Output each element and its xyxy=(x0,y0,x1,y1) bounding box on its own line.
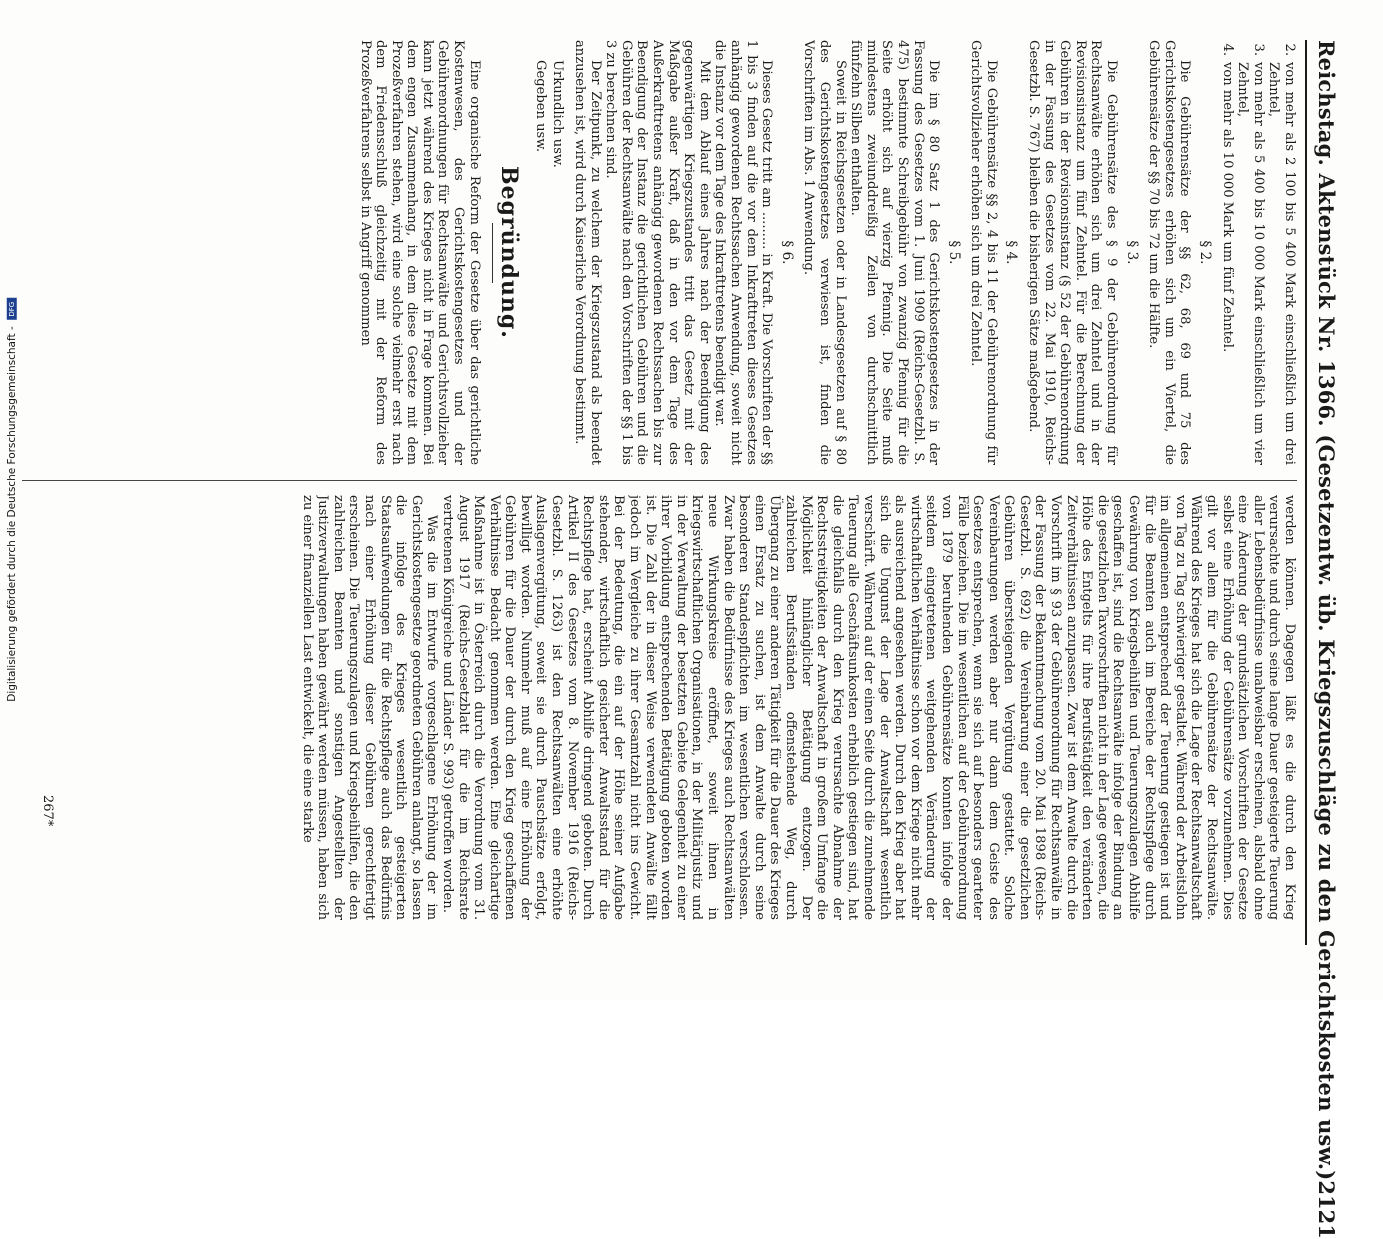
section-text-3: Die Gebührensätze des § 9 der Gebührenordnung für Rechtsanwälte erhöhen sich um drei Zehntel und in der Revisionsinstanz um fünf Zehntel. Für die Berechnung der Gebühren in der Revisionsinstanz (§ 52 der Gebührenordnung in der Fassung des Gesetzes vom 22. Mai 1910, Reichs-Gesetzbl. S. 767) bleiben die bisherigen Sätze maßgebend. xyxy=(1026,40,1120,465)
header-page-number: 2121 xyxy=(1314,1180,1340,1239)
left-column xyxy=(27,40,1297,465)
list-item xyxy=(1219,40,1235,465)
begruendung-text: Eine organische Reform der Gesetze über das gerichtliche Kostenwesen, des Gerichtskostengesetzes und der Gebührenordnungen für Rechtsanwälte und Gerichtsvollzieher kann jetzt während des Krieges nicht in Frage kommen. Bei dem engen Zusammenhang, in dem diese Gesetze mit dem Prozeßverfahren stehen, wird eine solche vielmehr erst nach dem Friedensschluß gleichzeitig mit der Reform des Prozeßverfahrens selbst in Angriff genommen xyxy=(357,40,482,465)
list-number: 2. xyxy=(1282,43,1297,56)
section-title-3: § 3. xyxy=(1123,240,1140,265)
section-text-5a: Die im § 80 Satz 1 des Gerichtskostengesetzes in der Fassung des Gesetzes vom 1. Juni 1909 (Reichs-Gesetzbl. S. 475) bestimmte Schreibgebühr von zwanzig Pfennig für die Seite erhöht sich auf vierzig Pfennig. Die Seite muß mindestens zweiunddreißig Zeilen von durchschnittlich fünfzehn Silben enthalten. xyxy=(848,40,942,465)
list-text: von mehr als 10 000 Mark um fünf Zehntel. xyxy=(1219,62,1235,353)
section-title-4: § 4. xyxy=(1003,240,1020,265)
section-title-5: § 5. xyxy=(945,240,962,265)
right-paragraph-2: Was die im Entwurfe vorgeschlagene Erhöhung der im Gerichtskostengesetze geordneten Gebühren anlangt, so lassen die infolge des Krieges wesentlich gesteigerten Staatsaufwendungen für die Rechtspflege auch das Bedürfnis nach einer Erhöhung dieser Gebühren gerechtfertigt erscheinen. Die Teuerungszulagen und Kriegsbeihilfen, die den zahlreichen Beamten und sonstigen Angestellten der Justizverwaltungen haben gewährt werden müssen, haben sich zu einer finanziellen Last entwickelt, die eine starke xyxy=(299,495,440,920)
section-title-2: § 2. xyxy=(1197,240,1214,265)
list-number: 4. xyxy=(1219,43,1235,56)
dfg-logo: DFG xyxy=(7,298,17,320)
running-header xyxy=(1305,40,1347,1239)
right-paragraph-1: werden können. Dagegen läßt es die durch den Krieg verursachte und durch seine lange Dauer gesteigerte Teuerung aller Lebensbedürfnisse unabweisbar erscheinen, alsbald ohne eine Änderung der grundsätzlichen Vorschriften der Gesetze selbst eine Erhöhung der Gebührensätze vorzunehmen. Dies gilt vor allem für die Gebührensätze der Rechtsanwälte. Während des Krieges hat sich die Lage der Rechtsanwaltschaft von Tag zu Tag schwieriger gestaltet. Während der Arbeitslohn im allgemeinen entsprechend der Teuerung gestiegen ist und für die Beamten auch im Bereiche der Rechtspflege durch Gewährung von Kriegsbeihilfen und Teuerungszulagen Abhilfe geschaffen ist, sind die Rechtsanwälte infolge der Bindung an die gesetzlichen Taxvorschriften nicht in der Lage gewesen, die Höhe des Entgelts für ihre Berufstätigkeit den veränderten Zeitverhältnissen anzupassen. Zwar ist dem Anwalte durch die Vorschrift im § 93 der Gebührenordnung für Rechtsanwälte in der Fassung der Bekanntmachung vom 20. Mai 1898 (Reichs-Gesetzbl. S. 692) die Vereinbarung einer die gesetzlichen Gebühren übersteigenden Vergütung gestattet. Solche Vereinbarungen werden aber nur dann dem Geiste des Gesetzes entsprechen, wenn sie sich auf besonders gearteter Fälle beziehen. Die im wesentlichen auf der Gebührenordnung von 1879 beruhenden Gebührensätze konnten infolge der seitdem eingetretenen weitgehenden Veränderung der wirtschaftlichen Verhältnisse schon vor dem Kriege nicht mehr als ausreichend angesehen werden. Durch den Krieg aber hat sich die Ungunst der Lage der Anwaltschaft wesentlich verschärft. Während auf der einen Seite durch die zunehmende Teuerung alle Geschäftsunkosten erheblich gestiegen sind, hat die gleichfalls durch den Krieg verursachte Abnahme der Rechtsstreitigkeiten der Anwaltschaft in großem Umfange die Möglichkeit hinlänglicher Betätigung entzogen. Der zahlreichen Berufsständen offenstehende Weg, durch Übergang zu einer anderen Tätigkeit für die Dauer des Krieges einen Ersatz zu suchen, ist dem Anwalte durch seine besonderen Standespflichten im wesentlichen verschlossen. Zwar haben die Bedürfnisse des Krieges auch Rechtsanwälten neue Wirkungskreise eröffnet, soweit ihnen in kriegswirtschaftlichen Organisationen, in der Militärjustiz und in der Verwaltung der besetzten Gebiete Gelegenheit zu einer ihrer Vorbildung entsprechenden Betätigung geboten worden ist. Die Zahl der in dieser Weise verwendeten Anwälte fällt jedoch im Vergleiche zu ihrer Gesamtzahl nicht ins Gewicht. Bei der Bedeutung, die ein auf der Höhe seiner Aufgabe stehender, wirtschaftlich gesicherter Anwaltsstand für die Rechtspflege hat, erscheint Abhilfe dringend geboten. Durch Artikel II des Gesetzes vom 8. November 1916 (Reichs-Gesetzbl. S. 1263) ist den Rechtsanwälten eine erhöhte Auslagenvergütung, soweit sie durch Pauschsätze erfolgt, bewilligt worden. Nunmehr muß auf eine Erhöhung der Gebühren für die Dauer der durch den Krieg geschaffenen Verhältnisse Bedacht genommen werden. Eine gleichartige Maßnahme ist in Österreich durch die Verordnung vom 31. August 1917 (Reichs-Gesetzblatt für die im Reichsrate vertretenen Königreiche und Länder S. 993) getroffen worden. xyxy=(439,495,1297,920)
closing-formula-1: Urkundlich usw. xyxy=(550,60,566,168)
section-text-6c: Der Zeitpunkt, zu welchem der Kriegszustand als beendet anzusehen ist, wird durch Kaiserliche Verordnung bestimmt. xyxy=(572,40,603,465)
list-text: von mehr als 2 100 bis 5 400 Mark einschließlich um drei Zehntel, xyxy=(1266,62,1297,465)
list-text: von mehr als 5 400 bis 10 000 Mark einschließlich um vier Zehntel, xyxy=(1235,62,1266,465)
section-text-6b: Mit dem Ablauf eines Jahres nach der Beendigung des gegenwärtigen Kriegszustandes tritt das Gesetz mit der Maßgabe außer Kraft, daß in den vor dem Tage des Außerkrafttretens anhängig gewordenen Rechtssachen bis zur Beendigung der Instanz die gerichtlichen Gebühren und die Gebühren der Rechtsanwälte nach den Vorschriften der §§ 1 bis 3 zu berechnen sind. xyxy=(603,40,712,465)
begruendung-heading: Begründung. xyxy=(496,166,523,339)
list-number: 3. xyxy=(1250,43,1266,56)
side-credit xyxy=(0,0,24,1000)
section-title-6: § 6. xyxy=(778,240,795,265)
credit-text: Digitalisierung gefördert durch die Deutsche Forschungsgemeinschaft - xyxy=(6,326,19,702)
section-text-2: Die Gebührensätze der §§ 62, 68, 69 und 75 des Gerichtskostengesetzes erhöhen sich um ein Viertel, die Gebührensätze der §§ 70 bis 72 um die Hälfte. xyxy=(1146,40,1193,465)
heading-divider xyxy=(492,223,493,283)
closing-formula-2: Gegeben usw. xyxy=(532,60,548,153)
section-text-4: Die Gebührensätze §§ 2, 4 bis 11 der Gebührenordnung für Gerichtsvollzieher erhöhen sich um drei Zehntel. xyxy=(968,40,999,465)
column-divider xyxy=(22,480,1297,481)
section-text-5b: Soweit in Reichsgesetzen oder in Landesgesetzen auf § 80 des Gerichtskostengesetzes verwiesen ist, finden die Vorschriften im Abs. 1 Anwendung. xyxy=(801,40,848,465)
folio-number: 267* xyxy=(40,795,55,827)
section-text-6a: Dieses Gesetz tritt am ......... in Kraft. Die Vorschriften der §§ 1 bis 3 finden auf die vor dem Inkrafttreten dieses Gesetzes anhängig gewordenen Rechtssachen Anwendung, soweit nicht die Instanz vor dem Tage des Inkrafttretens beendigt war. xyxy=(712,40,775,465)
list-item xyxy=(1266,40,1297,465)
right-column xyxy=(27,495,1297,920)
list-item xyxy=(1235,40,1266,465)
header-title: Reichstag. Aktenstück Nr. 1366. (Gesetzentw. üb. Kriegszuschläge zu den Gerichtskosten usw.) xyxy=(1314,40,1340,1181)
